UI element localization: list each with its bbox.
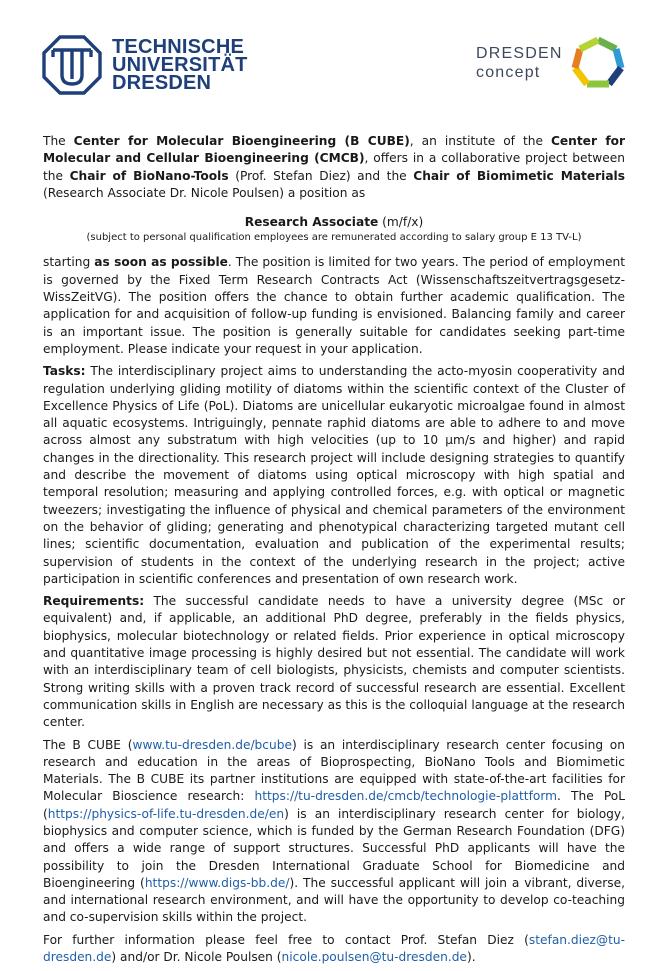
requirements-text: The successful candidate needs to have a university degree (MSc or equivalent) and, if applicable, an additional PhD degree, preferably in the fields physics, biophysics, molecular biotechnology or related fields. Prior experience in optical microscopy and quantitative image processing is highly desired but not essential. The candidate will work with an interdisciplinary team of cell biologists, physicists, chemists and computer scientists. Strong writing skills with a proven track record of successful research are essential. Excellent communication skills in English are necessary as this is the colloquial language at the research center.	[43, 594, 625, 730]
tasks-paragraph	[43, 363, 625, 588]
dc-wordmark	[476, 44, 563, 82]
intro-bold-bcube: Center for Molecular Bioengineering (B CUBE)	[73, 134, 410, 148]
start-bold: as soon as possible	[94, 255, 228, 270]
tud-line-3: DRESDEN	[112, 72, 212, 94]
intro-bold-biomimetic: Chair of Biomimetic Materials	[413, 168, 625, 183]
intro-text-2: , an institute of the	[409, 134, 551, 148]
tu-dresden-logo	[42, 35, 248, 95]
contact-text-2: ) and/or Dr. Nicole Poulsen (	[111, 950, 282, 965]
bcube-text-5: ). The successful applicant will join a vibrant, diverse, and international research environment, and will have the opportunity to develop co-teaching and co-supervision skills within the project.	[43, 875, 625, 925]
requirements-label: Requirements:	[43, 594, 145, 609]
tasks-text: The interdisciplinary project aims to understanding the acto-myosin cooperativity and regulation underlying gliding motility of diatoms within the scientific context of the Cluster of Excellence Physics of Life (PoL). Diatoms are unicellular eukaryotic microalgae found in almost all aquatic ecosystems. Intriguingly, pennate raphid diatoms are able to adhere to and move across almost any substratum with high velocities (up to 10 µm/s and higher) and rapid changes in the directionality. This research project will include designing strategies to quantify and describe the movement of diatoms using optical microscopy with high spatial and temporal resolution; measuring and applying controlled forces, e.g. with optical or magnetic tweezers; investigating the influence of physical and chemical parameters of the environment on the behavior of gliding; generating and phenotypical characterizing targeted mutant cell lines; scientific documentation, evaluation and publication of the experimental results; supervision of students in the context of the underlying research in the project; active participation in scientific conferences and presentation of own research work.	[43, 364, 625, 586]
technology-platform-link[interactable]: https://tu-dresden.de/cmcb/technologie-plattform	[254, 789, 557, 804]
tud-emblem-icon	[42, 35, 102, 95]
start-text-1: starting	[43, 255, 95, 270]
diez-email-link[interactable]: stefan.diez@tu-dresden.de	[43, 932, 625, 965]
intro-bold-bionano: Chair of BioNano-Tools	[69, 168, 229, 183]
contact-text-3: ).	[466, 950, 476, 965]
bcube-link[interactable]: www.tu-dresden.de/bcube	[132, 737, 292, 752]
position-title	[43, 214, 625, 231]
intro-text-5: (Research Associate Dr. Nicole Poulsen) a position as	[43, 185, 366, 200]
salary-note: (subject to personal qualification employees are remunerated according to salary group E 13 TV-L)	[86, 232, 582, 244]
position-title-suffix: (m/f/x)	[378, 215, 424, 230]
intro-text-4: (Prof. Stefan Diez) and the	[228, 168, 414, 183]
bcube-paragraph	[43, 737, 625, 927]
bcube-text-4: ) is an interdisciplinary research center for biology, biophysics and computer science, which is funded by the German Research Foundation (DFG) and offers a wide range of support structures. Successful PhD applicants will have the possibility to join the Dresden International Graduate School for Biomedicine and Bioengineering (	[43, 806, 625, 890]
header	[0, 0, 669, 120]
dc-heptagon-icon	[571, 36, 625, 90]
dc-line-2: concept	[476, 64, 541, 81]
intro-text-1: The	[43, 134, 74, 148]
intro-bold-cmcb: Center for Molecular and Cellular Bioengineering (CMCB)	[43, 134, 626, 166]
intro-text-3: , offers in a collaborative project between the	[43, 151, 625, 183]
tud-line-2: UNIVERSITÄT	[112, 54, 248, 76]
contact-text-1: For further information please feel free to contact Prof. Stefan Diez (	[43, 932, 529, 947]
bcube-text-3: . The PoL (	[43, 789, 625, 821]
requirements-paragraph	[43, 593, 625, 731]
job-posting-body	[43, 133, 625, 971]
contact-paragraph	[43, 932, 625, 967]
intro-paragraph	[43, 133, 625, 202]
tud-line-1: TECHNISCHE	[112, 36, 245, 58]
dresden-concept-logo	[476, 36, 625, 90]
tasks-label: Tasks:	[43, 364, 86, 379]
start-text-2: . The position is limited for two years. The period of employment is governed by the Fixed Term Research Contracts Act (Wissenschaftszeitvertragsgesetz-WissZeitVG). The position offers the chance to obtain further academic qualification. The application for and acquisition of follow-up funding is envisioned. Balancing family and career is an important issue. The position is generally suitable for candidates seeking part-time employment. Please indicate your request in your application.	[43, 255, 625, 356]
bcube-text-1: The B CUBE (	[43, 737, 133, 752]
bcube-text-2: ) is an interdisciplinary research center focusing on research and education in the areas of Bioprospecting, BioNano Tools and Biomimetic Materials. The B CUBE its partner institutions are equipped with state-of-the-art facilities for Molecular Bioscience research:	[43, 737, 625, 804]
start-paragraph	[43, 254, 625, 358]
pol-link[interactable]: https://physics-of-life.tu-dresden.de/en	[47, 806, 285, 821]
dc-line-1: DRESDEN	[476, 45, 563, 62]
digs-bb-link[interactable]: https://www.digs-bb.de/	[144, 875, 290, 890]
poulsen-email-link[interactable]: nicole.poulsen@tu-dresden.de	[281, 950, 467, 965]
tud-wordmark	[112, 38, 248, 92]
position-title-bold: Research Associate	[244, 215, 379, 230]
